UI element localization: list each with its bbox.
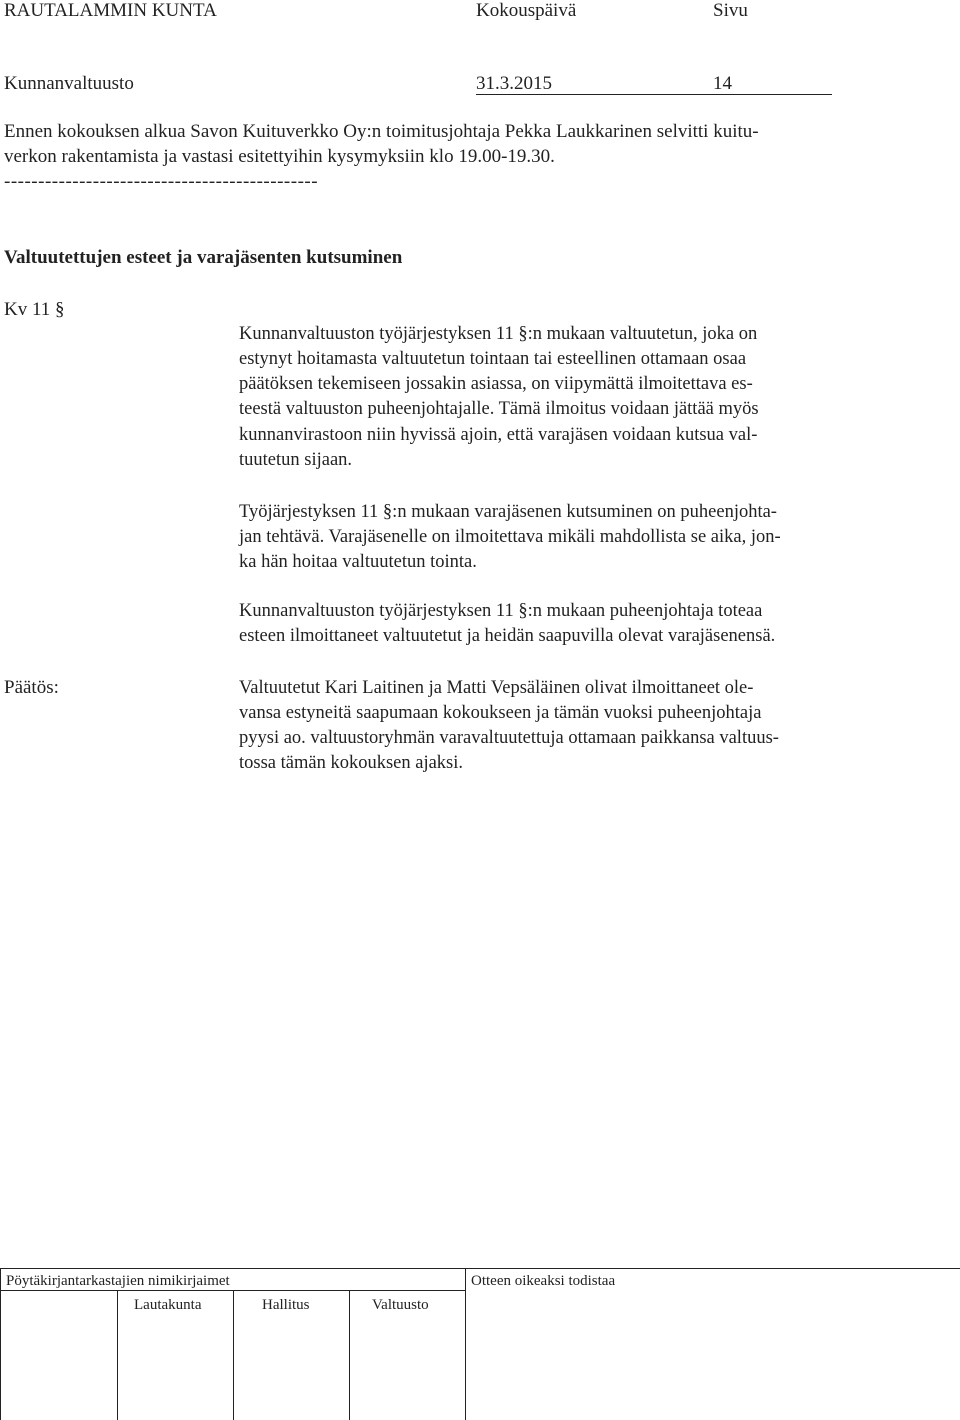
paragraph-1-line-1: Kunnanvaltuuston työjärjestyksen 11 §:n mukaan valtuutetun, joka on (239, 324, 758, 344)
meeting-date: 31.3.2015 (476, 73, 552, 94)
body-name: Kunnanvaltuusto (4, 73, 134, 94)
footer-divider (465, 1268, 466, 1420)
intro-line-2: verkon rakentamista ja vastasi esitettyihin kysymyksiin klo 19.00-19.30. (4, 146, 555, 167)
meeting-date-label: Kokouspäivä (476, 0, 577, 21)
paragraph-3-line-1: Kunnanvaltuuston työjärjestyksen 11 §:n mukaan puheenjohtaja toteaa (239, 601, 763, 621)
signature-col-hallitus: Hallitus (262, 1297, 310, 1313)
municipality-name: RAUTALAMMIN KUNTA (4, 0, 217, 21)
page-label: Sivu (713, 0, 748, 21)
decision-line-4: tossa tämän kokouksen ajaksi. (239, 753, 464, 773)
footer-signature-rule (0, 1290, 465, 1291)
decision-line-1: Valtuutetut Kari Laitinen ja Matti Vepsäläinen olivat ilmoittaneet ole- (239, 678, 754, 698)
signature-col-valtuusto: Valtuusto (372, 1297, 429, 1313)
footer-top-rule (0, 1268, 960, 1269)
paragraph-2-line-1: Työjärjestyksen 11 §:n mukaan varajäsenen kutsuminen on puheenjohta- (239, 502, 777, 522)
signatures-label: Pöytäkirjantarkastajien nimikirjaimet (6, 1273, 230, 1289)
footer-col-divider-1 (117, 1290, 118, 1420)
decision-label: Päätös: (4, 677, 59, 698)
paragraph-2-line-3: ka hän hoitaa valtuutetun tointa. (239, 552, 477, 572)
section-title: Valtuutettujen esteet ja varajäsenten kutsuminen (4, 247, 403, 268)
footer-col-divider-2 (233, 1290, 234, 1420)
signature-col-lautakunta: Lautakunta (134, 1297, 202, 1313)
paragraph-1-line-5: kunnanvirastoon niin hyvissä ajoin, että varajäsen voidaan kutsua val- (239, 425, 758, 445)
section-number: Kv 11 § (4, 299, 65, 320)
paragraph-1-line-6: tuutetun sijaan. (239, 450, 353, 470)
paragraph-1-line-4: teestä valtuuston puheenjohtajalle. Tämä ilmoitus voidaan jättää myös (239, 399, 759, 419)
paragraph-1-line-3: päätöksen tekemiseen jossakin asiassa, on viipymättä ilmoitettava es- (239, 374, 753, 394)
footer-col-divider-3 (349, 1290, 350, 1420)
separator-line: ---------------------------------------------- (4, 171, 319, 192)
certified-label: Otteen oikeaksi todistaa (471, 1273, 616, 1289)
page-number: 14 (713, 73, 732, 94)
paragraph-2-line-2: jan tehtävä. Varajäsenelle on ilmoitettava mikäli mahdollista se aika, jon- (239, 527, 781, 547)
paragraph-1-line-2: estynyt hoitamasta valtuutetun tointaan tai esteellinen ottamaan osaa (239, 349, 747, 369)
paragraph-3-line-2: esteen ilmoittaneet valtuutetut ja heidän saapuvilla olevat varajäsenensä. (239, 626, 776, 646)
intro-line-1: Ennen kokouksen alkua Savon Kuituverkko Oy:n toimitusjohtaja Pekka Laukkarinen selvitti kuitu- (4, 121, 759, 142)
decision-line-3: pyysi ao. valtuustoryhmän varavaltuutettuja ottamaan paikkansa valtuus- (239, 728, 779, 748)
decision-line-2: vansa estyneitä saapumaan kokoukseen ja tämän vuoksi puheenjohtaja (239, 703, 762, 723)
header-underline (476, 94, 832, 95)
